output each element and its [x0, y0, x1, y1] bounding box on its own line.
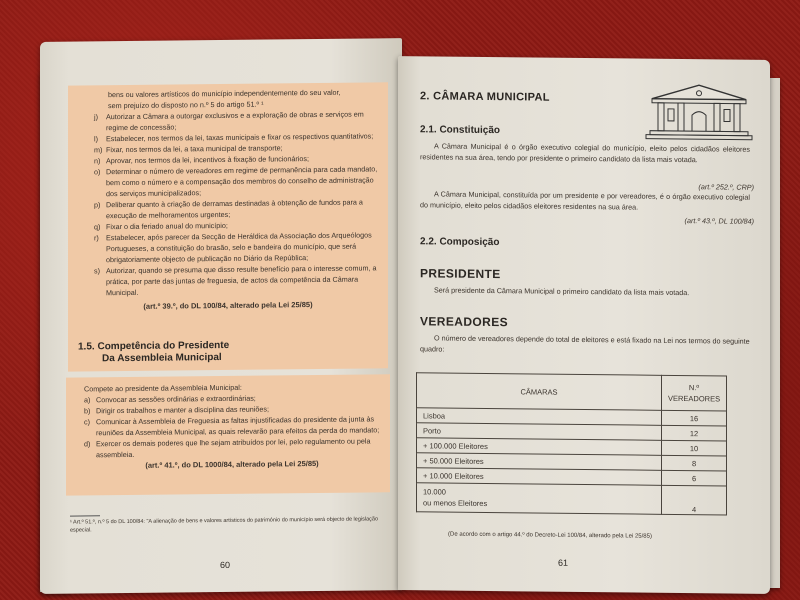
table-row: Porto 12 — [417, 423, 727, 441]
right-page — [398, 56, 770, 594]
footnote-rule — [70, 515, 100, 516]
list-item: b) Dirigir os trabalhos e manter a disciplina das reuniões; — [84, 404, 269, 416]
paragraph: A Câmara Municipal, constituída por um presidente e por vereadores, é o órgão executivo colegial do município, eleito pelos cidadãos eleitores residentes na sua área. — [420, 189, 750, 212]
paragraph: Será presidente da Câmara Municipal o primeiro candidato da lista mais votada. — [434, 285, 690, 298]
citation: (art.º 43.º, DL 100/84) — [684, 216, 754, 226]
citation: (art.º 39.º, do DL 100/84, alterado pela Lei 25/85) — [143, 300, 313, 311]
list-item: c) Comunicar à Assembleia de Freguesia as faltas injustificadas do presidente da junta às reuniões da Assembleia Municipal, as quais relevarão para efeitos da perda do mandato; — [84, 414, 380, 438]
president-powers-box — [66, 374, 390, 495]
list-item: l) Estabelecer, nos termos da lei, taxas municipais e fixar os respectivos quantitativos; — [94, 131, 374, 144]
section-heading-1-5 — [78, 340, 229, 366]
column-header: N.º VEREADORES — [662, 375, 727, 411]
list-item: n) Aprovar, nos termos da lei, incentivos à fixação de funcionários; — [94, 154, 309, 166]
list-item: q) Fixar o dia feriado anual do município; — [94, 220, 228, 232]
table-note: (De acordo com o artigo 44.º do Decreto-Lei 100/84, alterado pela Lei 25/85) — [448, 531, 652, 540]
section-heading-2-2: 2.2. Composição — [420, 236, 500, 249]
section-title: Competência do Presidente — [97, 339, 230, 353]
intro-line: bens ou valores artísticos do município independentemente do seu valor, — [108, 87, 341, 100]
list-item: j) Autorizar a Câmara a outorgar exclusivos e a exploração de obras e serviços em regime de concessão; — [94, 109, 364, 133]
section-heading-2-1: 2.1. Constituição — [420, 124, 501, 137]
table-row: Lisboa 16 — [417, 408, 727, 426]
list-item: a) Convocar as sessões ordinárias e extraordinárias; — [84, 393, 256, 405]
box-intro — [76, 86, 380, 111]
list-item: d) Exercer os demais poderes que lhe sejam atribuídos por lei, pelo regulamento ou pela assembleia. — [84, 436, 371, 460]
town-hall-icon — [644, 83, 754, 144]
page-number: 61 — [558, 557, 569, 568]
intro-line: sem prejuízo do disposto no n.º 5 do artigo 51.º ¹ — [108, 99, 264, 111]
left-page — [40, 38, 402, 594]
page-number: 60 — [220, 559, 231, 571]
list-item: m) Fixar, nos termos da lei, a taxa municipal de transporte; — [94, 143, 283, 155]
box-intro: Compete ao presidente da Assembleia Municipal: — [84, 382, 242, 394]
presidente-heading: PRESIDENTE — [420, 266, 501, 282]
vereadores-table — [416, 372, 727, 515]
section-title: Da Assembleia Municipal — [102, 351, 222, 365]
section-number: 1.5. — [78, 341, 95, 353]
table-row: + 100.000 Eleitores 10 — [417, 438, 727, 456]
paragraph: A Câmara Municipal é o órgão executivo colegial do município, eleito pelos cidadãos eleitores residentes na sua área, tendo por presidente o primeiro candidato da lista mais votada. — [420, 141, 750, 165]
column-header: CÂMARAS — [417, 373, 662, 411]
list-item: o) Determinar o número de vereadores em regime de permanência para cada mandato, bem como o número e a compensação dos membros do conselho de administração dos serviços municipalizados; — [94, 164, 378, 199]
footnote: ¹ Art.º 51.º, n.º 5 do DL 100/84: "A alienação de bens e valores artísticos do património do município será objecto de legislação especial. — [70, 516, 379, 534]
chapter-title: 2. CÂMARA MUNICIPAL — [420, 90, 550, 104]
paragraph: O número de vereadores depende do total de eleitores e está fixado na Lei nos termos do seguinte quadro: — [420, 333, 750, 354]
table-row: + 50.000 Eleitores 8 — [417, 453, 727, 471]
vereadores-heading: VEREADORES — [420, 314, 509, 330]
table-row: 10.000 ou menos Eleitores 4 — [417, 483, 727, 515]
list-item: r) Estabelecer, após parecer da Secção de Heráldica da Associação dos Arqueólogos Portugueses, a constituição do brasão, selo e bandeira do município, que será obrigatoriamente objecto de publicação no Diário da República; — [94, 230, 372, 265]
list-item: p) Deliberar quanto à criação de derramas destinadas à obtenção de fundos para a execução de melhoramentos urgentes; — [94, 197, 363, 221]
citation: (art.º 252.º, CRP) — [698, 182, 754, 192]
table-row: + 10.000 Eleitores 6 — [417, 468, 727, 486]
citation: (art.º 41.º, do DL 1000/84, alterado pela Lei 25/85) — [145, 458, 319, 470]
list-item: s) Autorizar, quando se presuma que disso resulte benefício para o interesse comum, a prática, por parte das juntas de freguesia, de actos da competência da Câmara Municipal. — [94, 263, 377, 298]
powers-box — [68, 82, 388, 371]
table-header-row — [417, 373, 727, 411]
